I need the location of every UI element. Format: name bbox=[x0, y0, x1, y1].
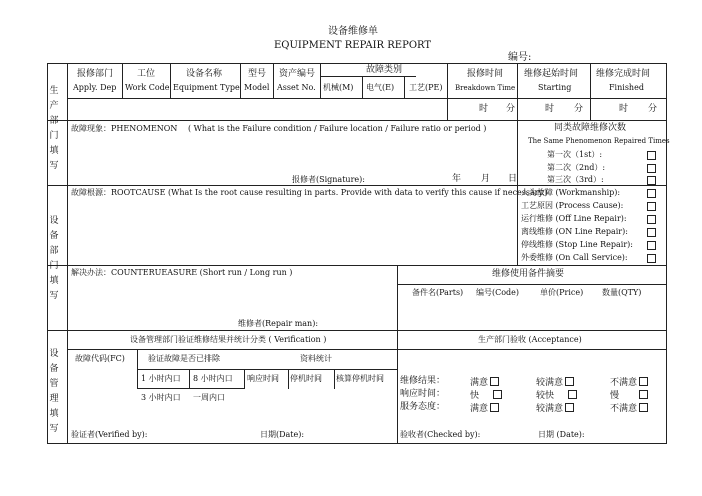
eliminated-label: 验证故障是否已排除 bbox=[148, 354, 220, 363]
month-label: 月 bbox=[481, 174, 491, 184]
accept-date-label: 日期 (Date): bbox=[538, 430, 585, 439]
times-first: 第一次（1st）: bbox=[547, 150, 603, 159]
result-label: 维修结果： bbox=[400, 376, 446, 386]
section-production-label: 生产部门填写 bbox=[49, 86, 59, 171]
model-header-en: Model bbox=[244, 83, 270, 92]
times-second: 第二次（2nd）: bbox=[547, 163, 606, 172]
total-downtime-col: 核算停机时间 bbox=[336, 374, 384, 383]
start-hour: 时 bbox=[545, 104, 555, 114]
breakdown-minute: 分 bbox=[506, 104, 516, 114]
times-first-checkbox[interactable] bbox=[647, 151, 656, 160]
rule bbox=[273, 63, 274, 99]
response-opt-a[interactable]: 快 bbox=[470, 390, 502, 401]
rule bbox=[447, 63, 448, 121]
same-times-title-cn: 同类故障维修次数 bbox=[554, 123, 627, 133]
verifier-label: 验证者(Verified by): bbox=[71, 430, 148, 439]
rule bbox=[320, 76, 416, 77]
dept-header-en: Apply. Dep bbox=[73, 83, 117, 92]
rule bbox=[590, 63, 591, 121]
title-cn: 设备维修单 bbox=[328, 26, 378, 37]
response-opt-b[interactable]: 较快 bbox=[536, 390, 577, 401]
within-3h: 3 小时内口 bbox=[141, 393, 181, 402]
rule bbox=[137, 369, 397, 370]
day-label: 日 bbox=[508, 174, 518, 184]
within-1h: 1 小时内口 bbox=[141, 374, 181, 383]
rule bbox=[47, 185, 667, 186]
start-minute: 分 bbox=[574, 104, 584, 114]
year-label: 年 bbox=[452, 174, 462, 184]
parts-col-name: 备件名(Parts) bbox=[412, 288, 464, 297]
parts-title: 维修使用备件摘要 bbox=[492, 269, 565, 279]
rule bbox=[517, 63, 518, 265]
rule bbox=[362, 76, 363, 99]
title-en: EQUIPMENT REPAIR REPORT bbox=[274, 40, 432, 51]
verify-date-label: 日期(Date): bbox=[260, 430, 305, 439]
cause-oncall: 外委维修 (On Call Service): bbox=[521, 253, 628, 262]
cause-oncall-checkbox[interactable] bbox=[647, 254, 656, 263]
start-header-en: Starting bbox=[538, 83, 572, 92]
finish-minute: 分 bbox=[648, 104, 658, 114]
response-time-col: 响应时间 bbox=[247, 374, 279, 383]
phenomenon-label: 故障现象：PHENOMENON bbox=[71, 124, 178, 133]
cause-stopline: 停线维修 (Stop Line Repair): bbox=[521, 240, 633, 249]
cause-offline: 运行维修 (Off Line Repair): bbox=[521, 214, 627, 223]
cause-offline-checkbox[interactable] bbox=[647, 215, 656, 224]
rule bbox=[666, 63, 667, 444]
rule bbox=[47, 63, 667, 64]
asset-header-cn: 资产编号 bbox=[279, 69, 316, 79]
attitude-opt-b[interactable]: 较满意 bbox=[536, 403, 574, 414]
fault-category-header: 故障类别 bbox=[366, 65, 403, 75]
section-management-label: 设备管理填写 bbox=[49, 349, 59, 434]
same-times-title-en: The Same Phenomenon Repaired Times bbox=[528, 137, 670, 145]
times-third: 第三次（3rd）: bbox=[547, 175, 604, 184]
rule bbox=[67, 98, 667, 99]
rule bbox=[47, 443, 667, 444]
dept-header-cn: 报修部门 bbox=[77, 69, 114, 79]
within-week: 一周内口 bbox=[193, 393, 225, 402]
model-header-cn: 型号 bbox=[248, 69, 267, 79]
finish-hour: 时 bbox=[619, 104, 629, 114]
process-header: 工艺(PE) bbox=[409, 83, 443, 92]
breakdown-header-en: Breakdown Time bbox=[455, 84, 516, 92]
cause-stopline-checkbox[interactable] bbox=[647, 241, 656, 250]
rule bbox=[404, 76, 405, 99]
parts-col-code: 编号(Code) bbox=[476, 288, 520, 297]
rule bbox=[397, 265, 398, 444]
cause-workmanship-checkbox[interactable] bbox=[647, 189, 656, 198]
rule bbox=[47, 120, 667, 121]
finish-header-en: Finished bbox=[609, 83, 644, 92]
equiptype-header-en: Equipment Type bbox=[173, 83, 240, 92]
signature-label: 报修者(Signature): bbox=[292, 175, 365, 184]
verification-title: 设备管理部门验证维修结果并统计分类 ( Verification ) bbox=[130, 335, 327, 344]
breakdown-hour: 时 bbox=[479, 104, 489, 114]
within-8h: 8 小时内口 bbox=[193, 374, 233, 383]
result-opt-c[interactable]: 不满意 bbox=[610, 377, 648, 388]
fault-code-label: 故障代码(FC) bbox=[75, 354, 125, 363]
rule bbox=[397, 284, 667, 285]
attitude-label: 服务态度： bbox=[400, 402, 446, 412]
workcode-header-en: Work Code bbox=[125, 83, 170, 92]
cause-process: 工艺原因 (Process Cause): bbox=[521, 201, 624, 210]
start-header-cn: 维修起始时间 bbox=[524, 69, 579, 79]
result-opt-a[interactable]: 满意 bbox=[470, 377, 499, 388]
rule bbox=[67, 63, 68, 444]
rule bbox=[320, 63, 321, 99]
rule bbox=[288, 369, 289, 389]
stats-label: 资料统计 bbox=[300, 354, 332, 363]
result-opt-b[interactable]: 较满意 bbox=[536, 377, 574, 388]
downtime-col: 停机时间 bbox=[290, 374, 322, 383]
equiptype-header-cn: 设备名称 bbox=[186, 69, 223, 79]
times-second-checkbox[interactable] bbox=[647, 164, 656, 173]
countermeasure-label: 解决办法：COUNTERUEASURE (Short run / Long run ) bbox=[71, 268, 293, 277]
times-third-checkbox[interactable] bbox=[647, 176, 656, 185]
attitude-opt-a[interactable]: 满意 bbox=[470, 403, 499, 414]
parts-col-price: 单价(Price) bbox=[540, 288, 584, 297]
response-opt-c[interactable]: 慢 bbox=[610, 390, 648, 401]
cause-online: 离线维修 (ON Line Repair): bbox=[521, 227, 628, 236]
rule bbox=[170, 63, 171, 99]
finish-header-cn: 维修完成时间 bbox=[596, 69, 651, 79]
workcode-header-cn: 工位 bbox=[137, 69, 156, 79]
repairer-label: 维修者(Repair man): bbox=[238, 319, 319, 328]
rootcause-label: 故障根源：ROOTCAUSE (What Is the root cause resulting in parts. Provide with data to verify this cause if necessary.) bbox=[71, 188, 548, 197]
section-equipment-label: 设备部门填写 bbox=[49, 216, 59, 301]
checker-label: 验收者(Checked by): bbox=[400, 430, 481, 439]
number-label: 编号: bbox=[508, 52, 532, 63]
rule bbox=[334, 369, 335, 389]
cause-online-checkbox[interactable] bbox=[647, 228, 656, 237]
rule bbox=[240, 63, 241, 99]
rule bbox=[122, 63, 123, 99]
phenomenon-hint: ( What is the Failure condition / Failure location / Failure ratio or period ) bbox=[188, 124, 487, 133]
rule bbox=[244, 369, 245, 389]
response-label: 响应时间： bbox=[400, 389, 446, 399]
asset-header-en: Asset No. bbox=[277, 83, 316, 92]
rule bbox=[137, 349, 138, 389]
rule bbox=[137, 388, 244, 389]
cause-workmanship: 人为故障 (Workmanship): bbox=[521, 188, 621, 197]
attitude-opt-c[interactable]: 不满意 bbox=[610, 403, 648, 414]
parts-col-qty: 数量(QTY) bbox=[602, 288, 642, 297]
rule bbox=[47, 330, 667, 331]
breakdown-header-cn: 报修时间 bbox=[467, 69, 504, 79]
rule bbox=[67, 349, 667, 350]
rule bbox=[189, 369, 190, 389]
mechanical-header: 机械(M) bbox=[323, 83, 354, 92]
cause-process-checkbox[interactable] bbox=[647, 202, 656, 211]
rule bbox=[47, 265, 667, 266]
electrical-header: 电气(E) bbox=[366, 83, 395, 92]
acceptance-title: 生产部门验收 (Acceptance) bbox=[478, 335, 582, 344]
